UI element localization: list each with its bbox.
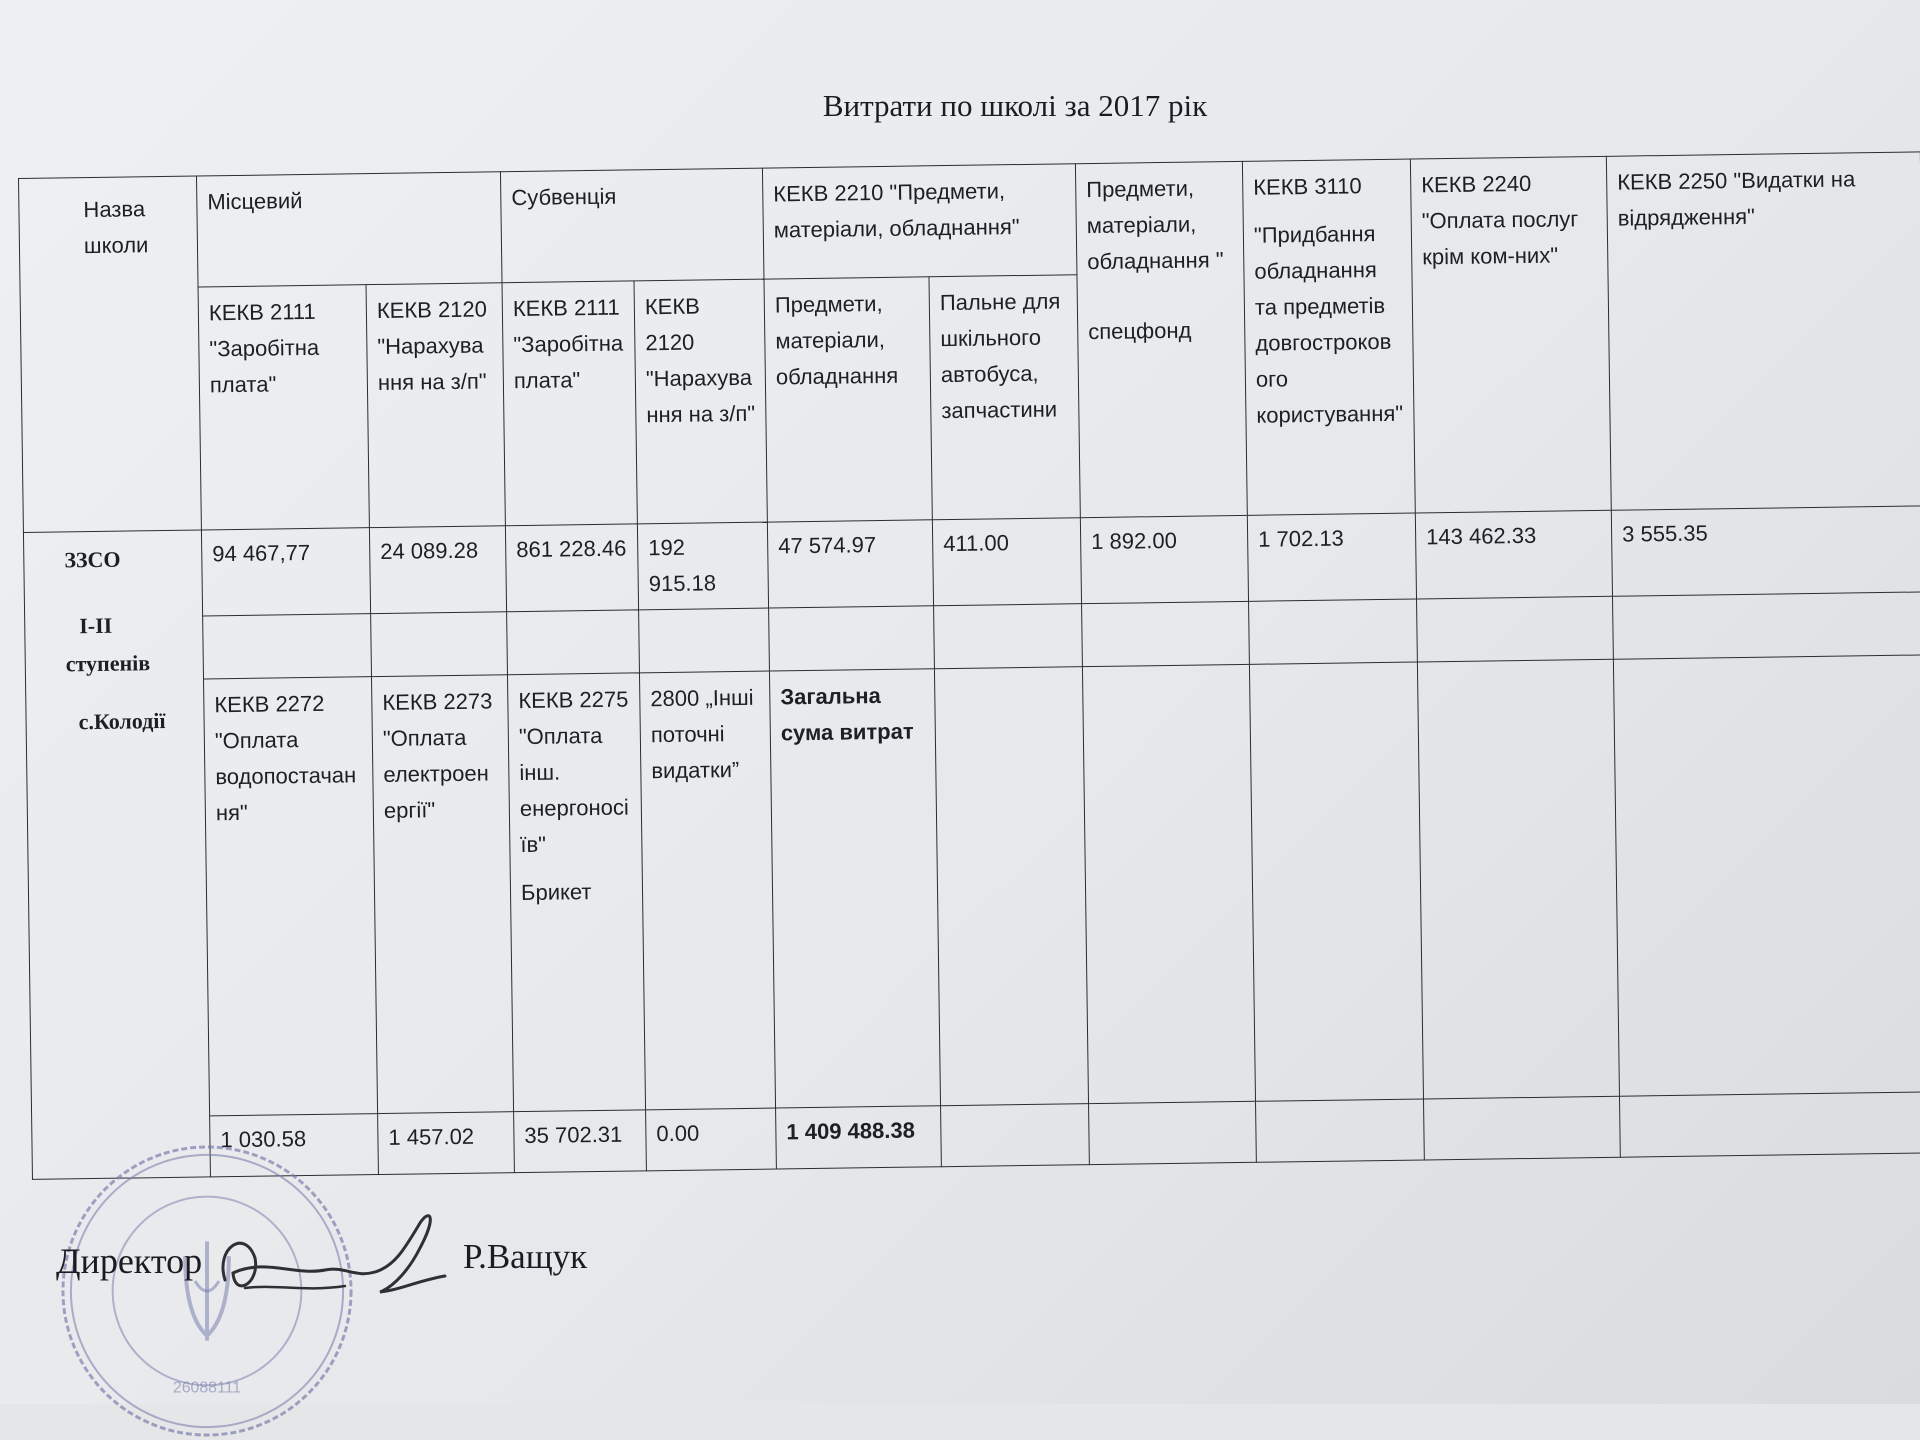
header-kekv-3110-code: КЕКВ 3110	[1253, 173, 1362, 200]
empty-cell	[1613, 592, 1920, 659]
empty-cell	[934, 604, 1083, 669]
empty-cell	[1082, 664, 1255, 1104]
header-subvention-2120: КЕКВ 2120 "Нарахування на з/п"	[634, 279, 767, 524]
school-type: ЗЗСО	[64, 546, 121, 573]
empty-cell	[1249, 599, 1418, 664]
header-kekv-2275-label: КЕКВ 2275 "Оплата інш. енергоносіїв"	[518, 686, 629, 858]
value-total: 1 409 488.38	[776, 1106, 942, 1169]
value-kekv-2250: 3 555.35	[1611, 506, 1920, 596]
header-kekv-2275-note: Брикет	[520, 879, 592, 906]
expenses-table	[18, 151, 1920, 1179]
value-local-2120: 24 089.28	[369, 526, 506, 614]
header-subvention-2111: КЕКВ 2111 "Заробітна плата"	[502, 281, 637, 526]
empty-cell	[1082, 602, 1250, 667]
value-kekv-2800: 0.00	[646, 1108, 777, 1171]
header-local-2111: КЕКВ 2111 "Заробітна плата"	[198, 285, 369, 530]
header-kekv-2275	[507, 673, 645, 1112]
value-materials: 47 574.97	[767, 520, 933, 608]
value-kekv-2240: 143 462.33	[1415, 511, 1612, 600]
header-special-fund	[1075, 161, 1247, 518]
empty-cell	[934, 667, 1088, 1106]
value-subvention-2120: 192 915.18	[637, 522, 768, 610]
header-subvention: Субвенція	[500, 168, 764, 283]
director-name: Р.Ващук	[463, 1237, 588, 1276]
empty-cell	[769, 606, 935, 671]
school-level-word: ступенів	[65, 650, 151, 677]
empty-cell	[507, 610, 640, 675]
header-kekv-2273: КЕКВ 2273 "Оплата електроенергії"	[371, 675, 513, 1114]
empty-cell	[1613, 655, 1920, 1097]
value-fuel: 411.00	[932, 518, 1081, 606]
empty-cell	[1424, 1096, 1621, 1159]
header-local-2120: КЕКВ 2120 "Нарахування на з/п"	[366, 283, 505, 528]
svg-text:26088111: 26088111	[172, 1379, 242, 1397]
value-kekv-3110: 1 702.13	[1247, 513, 1416, 601]
school-level: І-ІІ	[79, 612, 113, 639]
value-local-2111: 94 467,77	[201, 528, 370, 616]
empty-cell	[941, 1104, 1090, 1167]
empty-cell	[203, 614, 372, 679]
school-name-cell	[23, 530, 210, 1179]
header-local: Місцевий	[196, 172, 502, 288]
director-signature	[205, 1188, 455, 1318]
empty-cell	[1089, 1102, 1257, 1165]
header-kekv-3110	[1242, 159, 1415, 516]
header-fuel: Пальне для шкільного автобуса, запчастини	[929, 275, 1080, 520]
value-kekv-2273: 1 457.02	[378, 1112, 515, 1175]
value-kekv-2272: 1 030.58	[210, 1114, 379, 1177]
empty-cell	[1417, 597, 1614, 662]
header-special-fund-label: Предмети, матеріали, обладнання "	[1086, 175, 1224, 275]
header-materials: Предмети, матеріали, обладнання	[764, 277, 932, 522]
empty-cell	[639, 608, 770, 673]
document-title: Витрати по школі за 2017 рік	[822, 88, 1208, 123]
header-kekv-2210: КЕКВ 2210 "Предмети, матеріали, обладнання"	[762, 164, 1077, 280]
empty-cell	[1417, 659, 1619, 1099]
header-kekv-2250: КЕКВ 2250 "Видатки на відрядження"	[1606, 152, 1920, 511]
value-special-fund: 1 892.00	[1080, 516, 1248, 604]
empty-cell	[371, 612, 508, 677]
header-kekv-2800: 2800 „Інші поточні видатки”	[639, 671, 775, 1110]
empty-cell	[1619, 1092, 1920, 1157]
school-village: с.Колодії	[78, 708, 166, 735]
empty-cell	[1256, 1099, 1425, 1162]
header-kekv-3110-label: "Придбання обладнання та предметів довгострокового користування"	[1253, 221, 1404, 428]
value-subvention-2111: 861 228.46	[505, 524, 638, 612]
header-kekv-2240: КЕКВ 2240 "Оплата послуг крім ком-них"	[1410, 156, 1611, 513]
header-kekv-2272: КЕКВ 2272 "Оплата водопостачання"	[204, 677, 378, 1117]
director-label: Директор	[56, 1241, 203, 1281]
header-school-name: Назва школи	[19, 176, 202, 533]
header-special-fund-note: спецфонд	[1088, 317, 1192, 345]
value-kekv-2275: 35 702.31	[514, 1110, 647, 1173]
header-total: Загальна сума витрат	[769, 669, 940, 1108]
empty-cell	[1249, 662, 1423, 1102]
